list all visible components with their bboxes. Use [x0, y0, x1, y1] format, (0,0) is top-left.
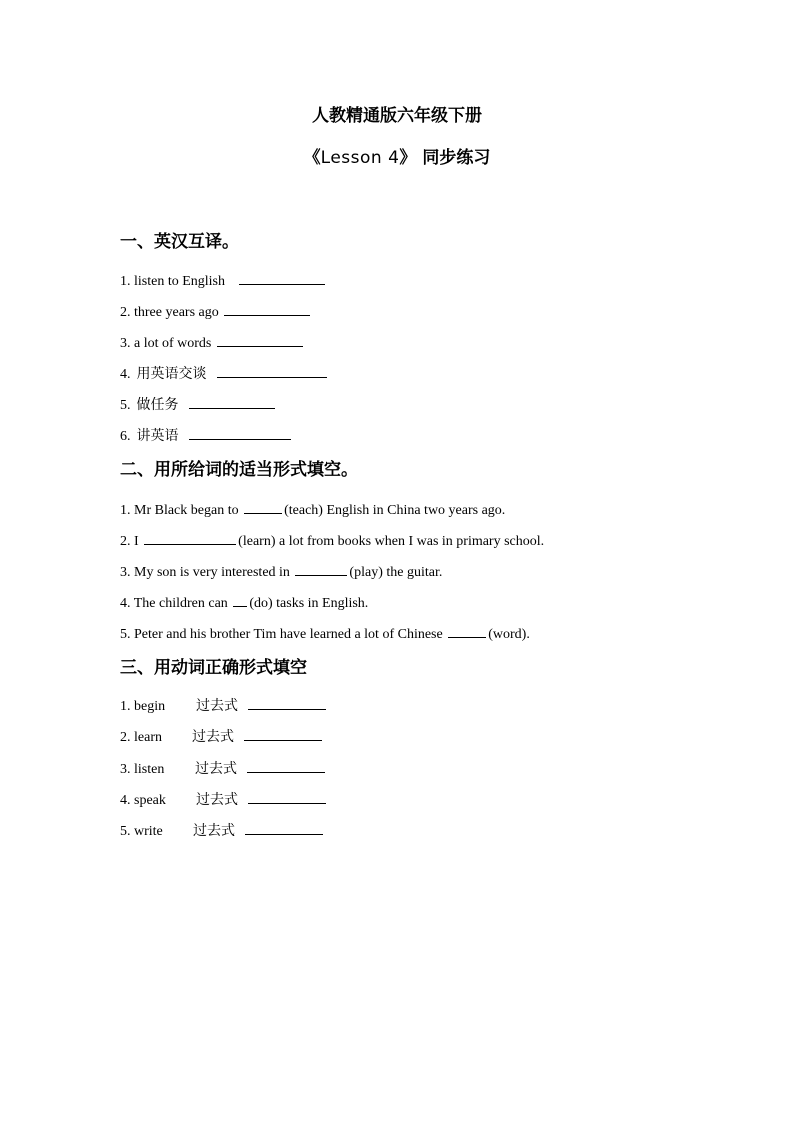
item-text-before: 4. The children can [120, 596, 232, 611]
answer-blank[interactable] [245, 820, 323, 835]
item-text: 用英语交谈 [136, 366, 207, 382]
document-title: 人教精通版六年级下册 [312, 106, 482, 126]
list-item [120, 695, 328, 716]
item-text-after: (teach) English in China two years ago. [284, 503, 506, 518]
past-tense-label: 过去式 [193, 823, 235, 839]
item-text-before: 1. Mr Black began to [120, 503, 243, 518]
section2-heading: 二、用所给词的适当形式填空。 [120, 460, 358, 480]
answer-blank[interactable] [224, 301, 310, 316]
answer-blank[interactable] [295, 561, 347, 576]
answer-blank[interactable] [244, 726, 322, 741]
answer-blank[interactable] [189, 425, 291, 440]
answer-blank[interactable] [448, 623, 486, 638]
list-item [120, 726, 324, 747]
answer-blank[interactable] [189, 394, 275, 409]
answer-blank[interactable] [239, 270, 325, 285]
item-text-before: 2. I [120, 534, 143, 549]
list-item [120, 758, 327, 779]
answer-blank[interactable] [144, 530, 236, 545]
list-item [120, 394, 277, 415]
list-item [120, 530, 544, 551]
verb-word: 4. speak [120, 793, 166, 808]
list-item [120, 332, 305, 353]
item-text: 3. a lot of words [120, 336, 215, 351]
subtitle-suffix: 同步练习 [422, 148, 491, 168]
list-item [120, 789, 328, 810]
list-item [120, 592, 368, 613]
verb-word: 3. listen [120, 762, 165, 777]
item-number: 5. [120, 398, 131, 413]
answer-blank[interactable] [233, 592, 247, 607]
list-item [120, 561, 442, 582]
verb-word: 1. begin [120, 699, 166, 714]
item-text-after: (learn) a lot from books when I was in primary school. [238, 534, 545, 549]
item-text: 2. three years ago [120, 305, 223, 320]
answer-blank[interactable] [217, 332, 303, 347]
item-number: 6. [120, 429, 131, 444]
item-text-before: 5. Peter and his brother Tim have learned a lot of Chinese [120, 627, 447, 642]
past-tense-label: 过去式 [192, 729, 234, 745]
item-text-after: (play) the guitar. [349, 565, 443, 580]
answer-blank[interactable] [244, 499, 282, 514]
past-tense-label: 过去式 [196, 792, 238, 808]
document-subtitle [0, 148, 794, 168]
list-item [120, 301, 312, 322]
list-item [120, 820, 325, 841]
section1-heading: 一、英汉互译。 [120, 232, 239, 252]
item-text-after: (word). [488, 627, 530, 642]
list-item [120, 425, 293, 446]
list-item [120, 363, 329, 384]
answer-blank[interactable] [247, 758, 325, 773]
item-text: 做任务 [136, 397, 179, 413]
verb-word: 2. learn [120, 730, 162, 745]
item-text: 1. listen to English [120, 274, 229, 289]
item-number: 4. [120, 367, 131, 382]
section3-heading: 三、用动词正确形式填空 [120, 658, 307, 678]
item-text-before: 3. My son is very interested in [120, 565, 294, 580]
past-tense-label: 过去式 [196, 698, 238, 714]
list-item [120, 270, 327, 291]
item-text-after: (do) tasks in English. [249, 596, 369, 611]
list-item [120, 499, 505, 520]
answer-blank[interactable] [217, 363, 327, 378]
item-text: 讲英语 [136, 428, 179, 444]
subtitle-lesson: Lesson 4 [320, 148, 400, 168]
subtitle-close-bracket: 》 [399, 148, 417, 168]
answer-blank[interactable] [248, 789, 326, 804]
subtitle-open-bracket: 《 [303, 148, 321, 168]
answer-blank[interactable] [248, 695, 326, 710]
verb-word: 5. write [120, 824, 163, 839]
list-item [120, 623, 530, 644]
past-tense-label: 过去式 [195, 761, 237, 777]
